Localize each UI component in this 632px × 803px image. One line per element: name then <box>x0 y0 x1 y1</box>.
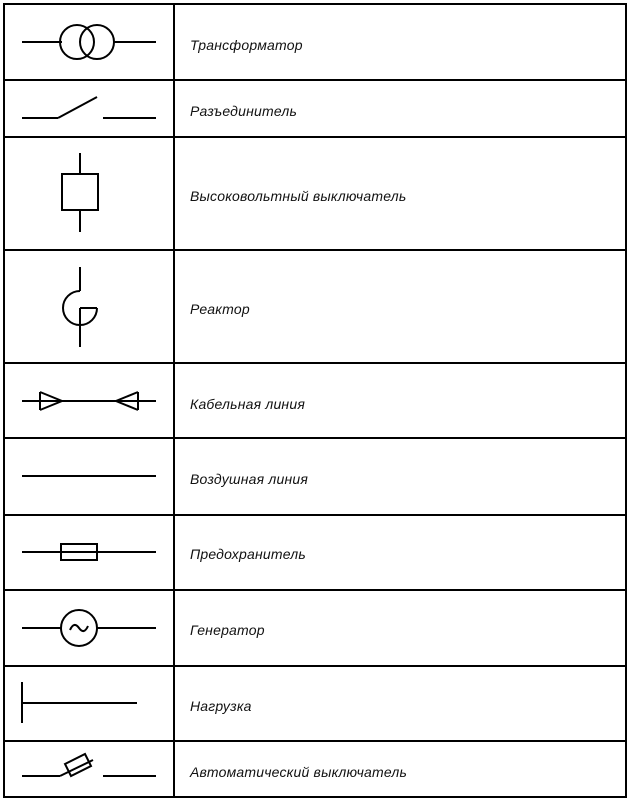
row-label-load: Нагрузка <box>190 698 252 714</box>
high-voltage-breaker-icon <box>5 138 173 249</box>
disconnector-icon <box>5 81 173 136</box>
row-label-cable-line: Кабельная линия <box>190 396 305 412</box>
generator-icon <box>5 591 173 665</box>
overhead-line-icon <box>5 439 173 514</box>
row-label-overhead-line: Воздушная линия <box>190 471 309 487</box>
row-label-transformer: Трансформатор <box>190 37 303 53</box>
column-divider <box>173 3 175 798</box>
row-label-circuit-breaker: Автоматический выключатель <box>190 764 408 780</box>
row-label-fuse: Предохранитель <box>190 546 306 562</box>
cable-line-icon <box>5 364 173 437</box>
reactor-icon <box>5 251 173 362</box>
row-label-high-voltage-breaker: Высоковольтный выключатель <box>190 188 407 204</box>
row-label-generator: Генератор <box>190 622 265 638</box>
row-label-disconnector: Разъединитель <box>190 103 298 119</box>
fuse-icon <box>5 516 173 589</box>
circuit-breaker-icon <box>5 742 173 796</box>
load-icon <box>5 667 173 740</box>
transformer-icon <box>5 5 173 79</box>
row-label-reactor: Реактор <box>190 301 250 317</box>
